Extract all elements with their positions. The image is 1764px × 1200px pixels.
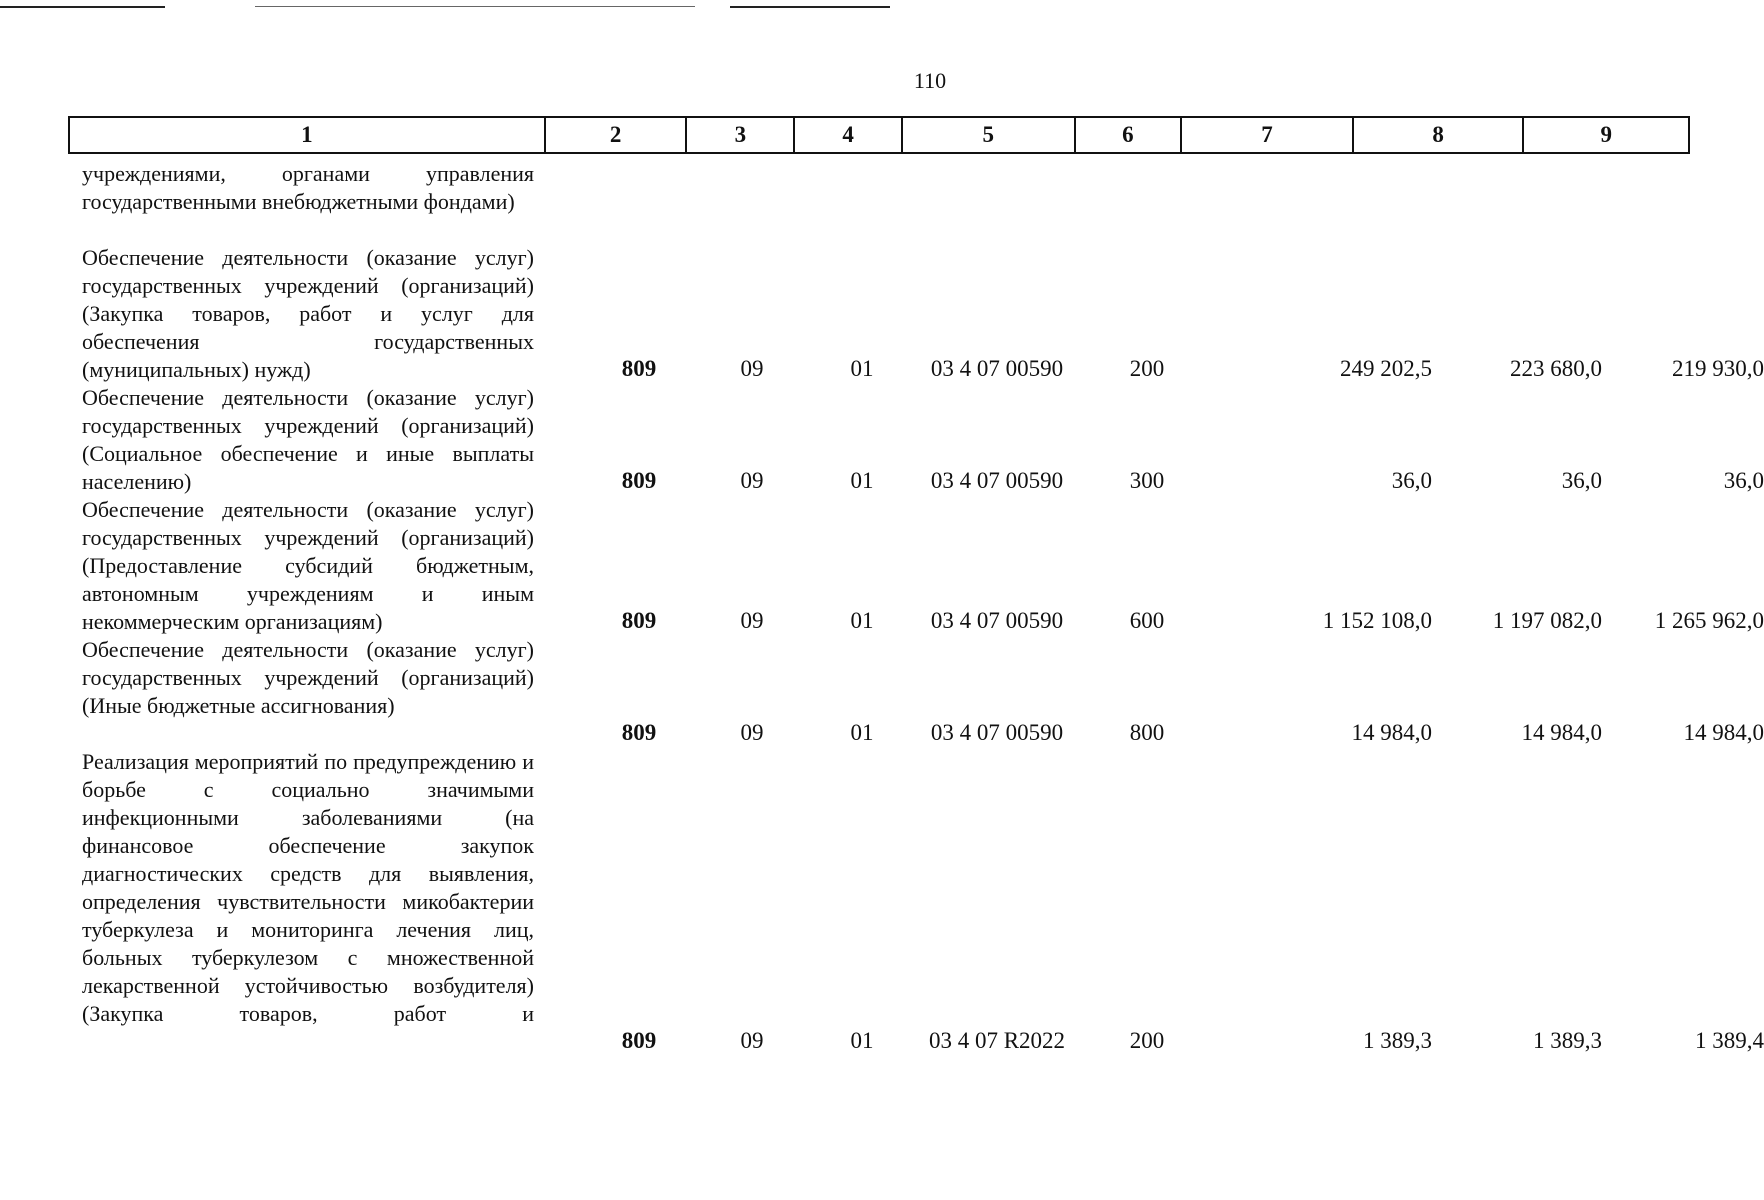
table-row <box>82 160 1690 244</box>
table-row <box>82 384 1764 496</box>
department-code: 809 <box>621 468 657 493</box>
department-code: 809 <box>621 720 657 745</box>
column-header: 7 <box>1182 118 1354 152</box>
page-number: 110 <box>913 68 947 93</box>
amount-col8: 1 389,3 <box>1533 1028 1602 1053</box>
subsection-code: 01 <box>850 468 874 493</box>
subsection-code: 01 <box>850 356 874 381</box>
row-description: Обеспечение деятельности (оказание услуг) государственных учреждений (организаций) (Социальное обеспечение и иные выплаты населению) <box>82 385 534 494</box>
scan-border-line <box>255 6 695 7</box>
row-description: учреждениями, органами управления государственными внебюджетными фондами) <box>82 161 534 214</box>
scan-border-line <box>730 6 890 8</box>
column-header: 8 <box>1354 118 1525 152</box>
column-header: 5 <box>903 118 1076 152</box>
expense-type: 200 <box>1129 356 1165 381</box>
amount-col8: 1 197 082,0 <box>1492 608 1602 633</box>
target-article: 03 4 07 R2022 <box>928 1028 1066 1053</box>
amount-col9: 36,0 <box>1723 468 1764 493</box>
amount-col8: 14 984,0 <box>1521 720 1602 745</box>
amount-col7: 249 202,5 <box>1340 356 1432 381</box>
amount-col8: 223 680,0 <box>1510 356 1602 381</box>
scan-border-line <box>0 6 165 8</box>
department-code: 809 <box>621 1028 657 1053</box>
amount-col9: 1 389,4 <box>1695 1028 1764 1053</box>
expense-type: 200 <box>1129 1028 1165 1053</box>
amount-col9: 219 930,0 <box>1672 356 1764 381</box>
target-article: 03 4 07 00590 <box>930 356 1064 381</box>
target-article: 03 4 07 00590 <box>930 720 1064 745</box>
department-code: 809 <box>621 356 657 381</box>
amount-col7: 36,0 <box>1391 468 1432 493</box>
target-article: 03 4 07 00590 <box>930 468 1064 493</box>
amount-col9: 1 265 962,0 <box>1654 608 1764 633</box>
column-header: 9 <box>1600 122 1612 147</box>
amount-col8: 36,0 <box>1561 468 1602 493</box>
department-code: 809 <box>621 608 657 633</box>
table-row <box>82 496 1764 636</box>
subsection-code: 01 <box>850 1028 874 1053</box>
section-code: 09 <box>740 608 764 633</box>
expense-type: 800 <box>1129 720 1165 745</box>
row-description: Реализация мероприятий по предупреждению и борьбе с социально значимыми инфекционными заболеваниями (на финансовое обеспечение закупок диагностических средств для выявления, определения чувствительности микобактерии туберкулеза и мониторинга лечения лиц, больных туберкулезом с множественной лекарственной устойчивостью возбудителя) (Закупка товаров, работ и <box>82 749 534 1026</box>
table-row <box>82 636 1764 748</box>
amount-col7: 1 389,3 <box>1363 1028 1432 1053</box>
section-code: 09 <box>740 468 764 493</box>
expense-type: 300 <box>1129 468 1165 493</box>
column-header: 2 <box>546 118 688 152</box>
column-header: 6 <box>1076 118 1183 152</box>
expense-type: 600 <box>1129 608 1165 633</box>
column-header: 1 <box>70 118 546 152</box>
row-description: Обеспечение деятельности (оказание услуг) государственных учреждений (организаций) (Предоставление субсидий бюджетным, автономным учреждениям и иным некоммерческим организациям) <box>82 497 534 634</box>
table-row <box>82 748 1764 1056</box>
subsection-code: 01 <box>850 608 874 633</box>
amount-col7: 14 984,0 <box>1351 720 1432 745</box>
target-article: 03 4 07 00590 <box>930 608 1064 633</box>
section-code: 09 <box>740 1028 764 1053</box>
amount-col9: 14 984,0 <box>1683 720 1764 745</box>
table-header <box>68 116 1690 154</box>
row-description: Обеспечение деятельности (оказание услуг) государственных учреждений (организаций) (Иные бюджетные ассигнования) <box>82 637 534 718</box>
column-header: 4 <box>795 118 903 152</box>
column-header: 3 <box>687 118 795 152</box>
section-code: 09 <box>740 720 764 745</box>
amount-col7: 1 152 108,0 <box>1322 608 1432 633</box>
table-row <box>82 244 1764 384</box>
row-description: Обеспечение деятельности (оказание услуг) государственных учреждений (организаций) (Закупка товаров, работ и услуг для обеспечения государственных (муниципальных) нужд) <box>82 245 534 382</box>
subsection-code: 01 <box>850 720 874 745</box>
section-code: 09 <box>740 356 764 381</box>
